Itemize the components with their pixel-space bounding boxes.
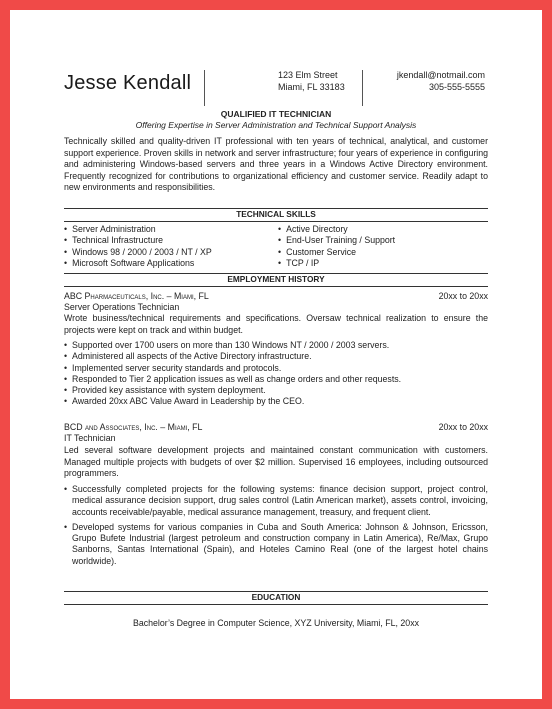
address-block [278,70,345,93]
job-dates: 20xx to 20xx [438,291,488,301]
company-name: BCD and Associates, Inc. – Miami, FL [64,422,203,432]
job-description: Led several software development projects and maintained constant communication with customers. Managed multiple projects with budgets of over $2 million. Supervised 16 employees, including outsourced programmers. [64,445,488,479]
job-title: Server Operations Technician [64,302,180,312]
list-item: • Successfully completed projects for the following systems: finance decision support, project control, medical assurance decision support, drug sales control (Latin American market), assets control, invoicing, accounts receivable/payable, medical assurance management, treasury, and frequent client. [64,484,488,518]
job-header [64,291,488,301]
job-bullets [64,340,488,408]
job-header [64,422,488,432]
employment-history-heading: EMPLOYMENT HISTORY [227,274,325,284]
job-bullets [64,484,488,571]
technical-skills-heading: TECHNICAL SKILLS [236,209,316,219]
phone: 305-555-5555 [428,81,485,92]
section-rule [64,604,488,605]
candidate-name: Jesse Kendall [64,72,192,94]
list-item: • Implemented server security standards and protocols. [64,363,488,374]
list-item: • Responded to Tier 2 application issues as well as change orders and other requests. [64,374,488,385]
job-title: IT Technician [64,433,116,443]
resume-title: QUALIFIED IT TECHNICIAN [220,109,332,119]
street-address: 123 Elm Street [278,70,338,80]
skills-list-left [64,224,212,269]
skill-item: • Microsoft Software Applications [64,258,212,269]
skill-item: • TCP / IP [278,258,395,269]
list-item: • Supported over 1700 users on more than 130 Windows NT / 2000 / 2003 servers. [64,340,488,351]
list-item: • Administered all aspects of the Active Directory infrastructure. [64,351,488,362]
skills-list-right [278,224,395,269]
job-dates: 20xx to 20xx [438,422,488,432]
list-item: • Awarded 20xx ABC Value Award in Leadership by the CEO. [64,396,488,407]
skill-item: • End-User Training / Support [278,235,395,246]
section-rule [64,221,488,222]
company-name: ABC Pharmaceuticals, Inc. – Miami, FL [64,291,209,301]
email[interactable]: jkendall@notmail.com [396,70,485,80]
contact-block [397,70,485,93]
skill-item: • Server Administration [64,224,212,235]
resume-subtitle: Offering Expertise in Server Administration and Technical Support Analysis [135,120,417,130]
list-item: • Provided key assistance with system deployment. [64,385,488,396]
skill-item: • Windows 98 / 2000 / 2003 / NT / XP [64,247,212,258]
section-rule [64,286,488,287]
header-divider-left [204,70,205,106]
header-divider-right [362,70,363,106]
skill-item: • Technical Infrastructure [64,235,212,246]
resume-page [10,10,542,699]
list-item: • Developed systems for various companies in Cuba and South America: Johnson & Johnson, Ericsson, Grupo Bufete Industrial (largest petroleum and construction company in Latin America), Re/Max, Grupo Sanborns, Santas International (Spain), and Hoteles Camino Real (one of the largest hotel chains worldwide). [64,522,488,567]
summary-paragraph: Technically skilled and quality-driven IT professional with ten years of technical, analytical, and customer support experience. Proven skills in network and server infrastructure; four years of experience in configuring and administering Windows-based servers and three years in a Windows Active Directory environment. Frequently recognized for contributions to organizational efficiency and customer service. Readily adapt to new environments and responsibilities. [64,136,488,193]
city-address: Miami, FL 33183 [278,81,345,92]
education-heading: EDUCATION [251,592,301,602]
skill-item: • Customer Service [278,247,395,258]
education-degree: Bachelor’s Degree in Computer Science, XYZ University, Miami, FL, 20xx [132,618,419,628]
skill-item: • Active Directory [278,224,395,235]
job-description: Wrote business/technical requirements and specifications. Oversaw technical realization to ensure the projects were kept on track and within budget. [64,313,488,335]
